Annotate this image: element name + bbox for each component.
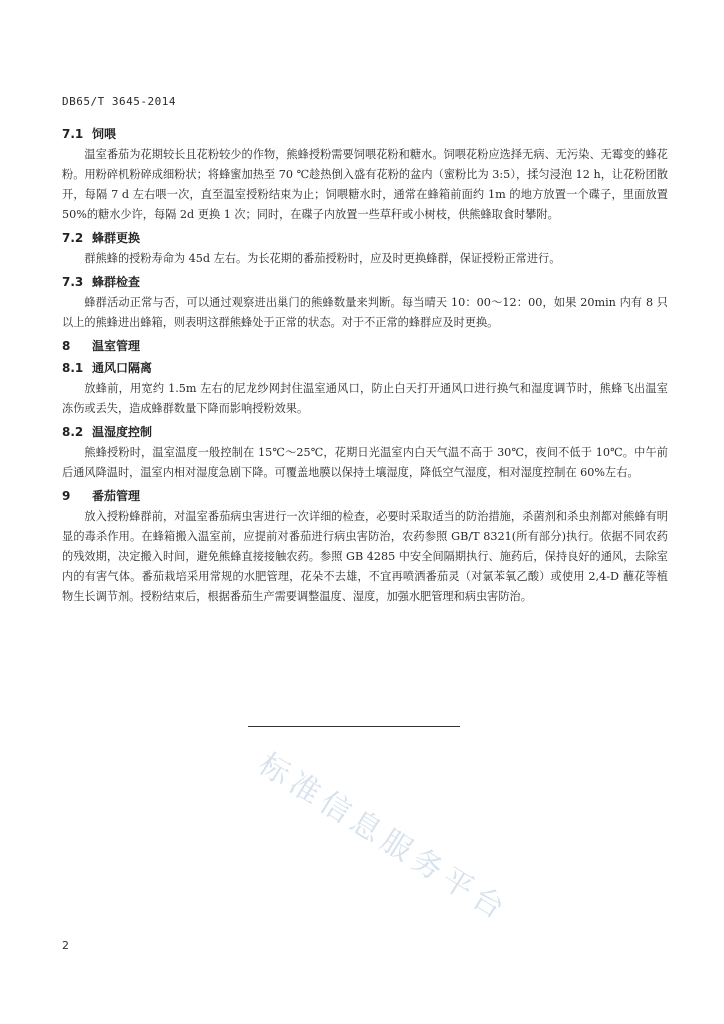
section-number: 7.3 — [62, 275, 84, 289]
section-heading — [62, 335, 668, 357]
section-number: 8.1 — [62, 361, 84, 375]
section-number: 7.1 — [62, 127, 84, 141]
section-heading — [62, 421, 668, 443]
section-paragraph: 蜂群活动正常与否，可以通过观察进出巢门的熊蜂数量来判断。每当晴天 10：00～12：00，如果 20min 内有 8 只以上的熊蜂进出蜂箱，则表明这群熊蜂处于正常的状态。对于不正常的蜂群应及时更换。 — [62, 296, 668, 329]
section-heading — [62, 227, 668, 249]
section-number: 8 — [62, 339, 71, 353]
section-heading — [62, 357, 668, 379]
document-body — [62, 123, 668, 609]
section-paragraph: 群熊蜂的授粉寿命为 45d 左右。为长花期的番茄授粉时，应及时更换蜂群，保证授粉正常进行。 — [84, 252, 561, 265]
section-paragraph: 放蜂前，用宽约 1.5m 左右的尼龙纱网封住温室通风口，防止白天打开通风口进行换气和湿度调节时，熊蜂飞出温室冻伤或丢失，造成蜂群数量下降而影响授粉效果。 — [62, 382, 668, 415]
section-title: 蜂群检查 — [92, 275, 141, 289]
section-number: 7.2 — [62, 231, 84, 245]
section-paragraph: 温室番茄为花期较长且花粉较少的作物，熊蜂授粉需要饲喂花粉和糖水。饲喂花粉应选择无病、无污染、无霉变的蜂花粉。用粉碎机粉碎成细粉状；将蜂蜜加热至 70 ℃趁热倒入盛有花粉的盆内（蜜粉比为 3:5），揉匀浸泡 12 h，让花粉团散开，每隔 7 d 左右喂一次，直至温室授粉结束为止；饲喂糖水时，通常在蜂箱前面约 1m 的地方放置一个碟子，里面放置 50%的糖水少许，每隔 2d 更换 1 次；同时，在碟子内放置一些草秆或小树枝，供熊蜂取食时攀附。 — [62, 148, 668, 221]
section-title: 番茄管理 — [92, 489, 141, 503]
sections-container — [62, 123, 668, 607]
section-title: 饲喂 — [92, 127, 117, 141]
section-title: 通风口隔离 — [92, 361, 153, 375]
section-paragraph: 熊蜂授粉时，温室温度一般控制在 15℃～25℃，花期日光温室内白天气温不高于 30℃，夜间不低于 10℃。中午前后通风降温时，温室内相对湿度急剧下降。可覆盖地膜以保持土壤湿度，降低空气湿度，相对湿度控制在 60%左右。 — [62, 446, 668, 479]
section-heading — [62, 123, 668, 145]
page-number: 2 — [62, 939, 69, 952]
section-title: 蜂群更换 — [92, 231, 141, 245]
section-heading — [62, 485, 668, 507]
section-paragraph: 放入授粉蜂群前，对温室番茄病虫害进行一次详细的检查，必要时采取适当的防治措施，杀菌剂和杀虫剂都对熊蜂有明显的毒杀作用。在蜂箱搬入温室前，应提前对番茄进行病虫害防治，农药参照 GB/T 8321(所有部分)执行。依据不同农药的残效期，决定搬入时间，避免熊蜂直接接触农药。参照 GB 4285 中安全间隔期执行、施药后，保持良好的通风，去除室内的有害气体。番茄栽培采用常规的水肥管理，花朵不去雄，不宜再喷洒番茄灵（对氯苯氧乙酸）或使用 2,4-D 蘸花等植物生长调节剂。授粉结束后，根据番茄生产需要调整温度、湿度，加强水肥管理和病虫害防治。 — [62, 510, 668, 603]
section-heading — [62, 271, 668, 293]
watermark: 标准信息服务平台 — [252, 746, 515, 930]
document-code: DB65/T 3645-2014 — [62, 95, 176, 108]
section-title: 温室管理 — [92, 339, 141, 353]
end-rule — [248, 726, 460, 727]
section-number: 8.2 — [62, 425, 84, 439]
section-title: 温湿度控制 — [92, 425, 153, 439]
section-number: 9 — [62, 489, 71, 503]
